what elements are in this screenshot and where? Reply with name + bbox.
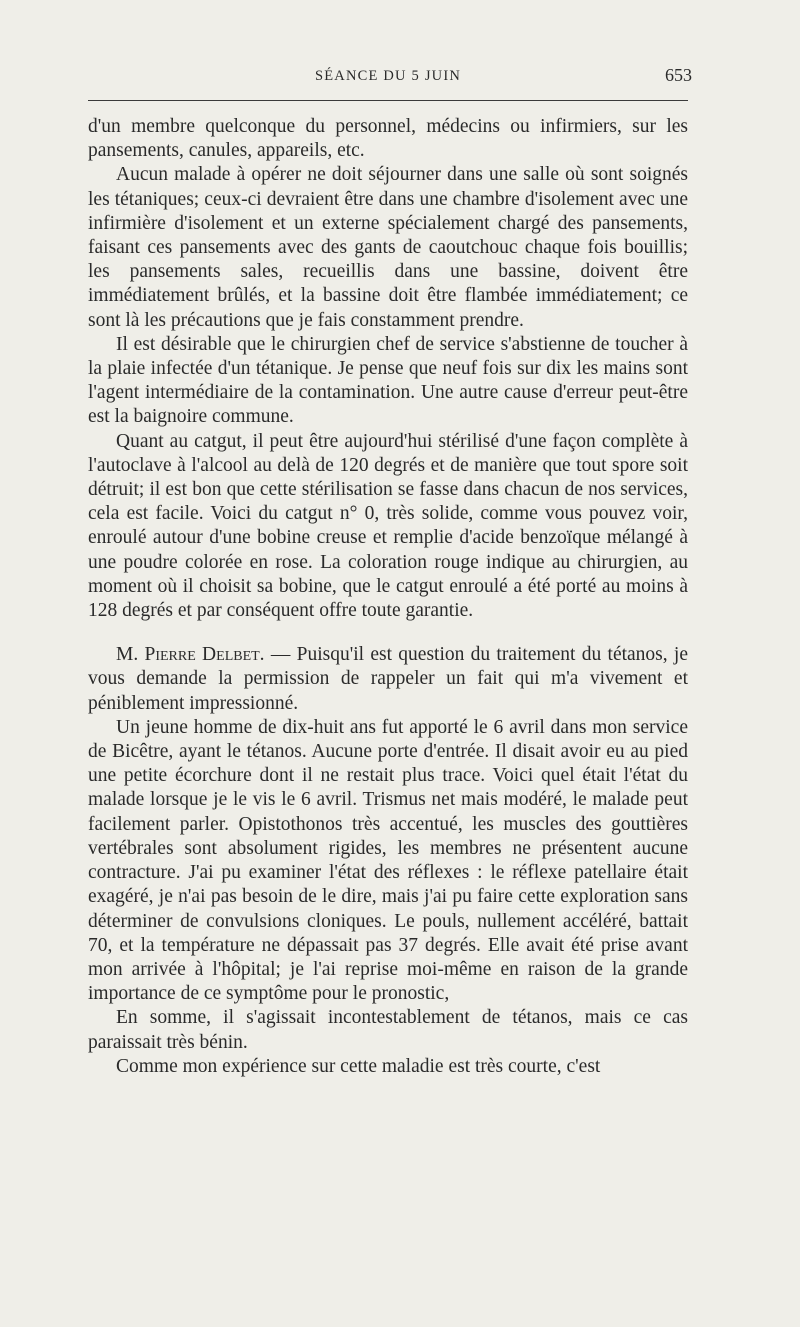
speaker-text: — Puisqu'il est question du traitement du tétanos, je vous demande la permission de rappeler un fait qui m'a vivement et péniblement impressionné. <box>88 644 688 714</box>
body-text <box>88 115 688 1079</box>
paragraph: Il est désirable que le chirurgien chef de service s'abstienne de toucher à la plaie infectée d'un tétanique. Je pense que neuf fois sur dix les mains sont l'agent intermédiaire de la contamination. Une autre cause d'erreur peut-être est la baignoire commune. <box>88 333 688 428</box>
paragraph: Comme mon expérience sur cette maladie est très courte, c'est <box>116 1055 601 1077</box>
speaker-name: M. Pierre Delbet. <box>116 644 265 666</box>
paragraph: Quant au catgut, il peut être aujourd'hui stérilisé d'une façon complète à l'autoclave à l'alcool au delà de 120 degrés et de manière que tout spore soit détruit; il est bon que cette stérilisation se fasse dans chacun de nos services, cela est facile. Voici du catgut n° 0, très solide, comme vous pouvez voir, enroulé autour d'une bobine creuse et remplie d'acide benzoïque mélangé à une poudre colorée en rose. La coloration rouge indique au chirurgien, au moment où il choisit sa bobine, que le catgut enroulé a été porté au moins à 128 degrés et par conséquent offre toute garantie. <box>88 430 688 622</box>
paragraph: d'un membre quelconque du personnel, médecins ou infirmiers, sur les pansements, canules, appareils, etc. <box>88 116 688 162</box>
paragraph: Aucun malade à opérer ne doit séjourner dans une salle où sont soignés les tétaniques; ceux-ci devraient être dans une chambre d'isolement avec une infirmière d'isolement et un externe spécialement chargé des pansements, faisant ces pansements avec des gants de caoutchouc chaque fois bouillis; les pansements sales, recueillis dans une bassine, doivent être immédiatement brûlés, et la bassine doit être flambée immédiatement; ce sont là les précautions que je fais constamment prendre. <box>88 164 688 331</box>
paragraph: En somme, il s'agissait incontestablement de tétanos, mais ce cas paraissait très bénin. <box>88 1007 688 1053</box>
page-header <box>88 62 692 90</box>
page <box>88 62 692 1079</box>
header-rule <box>88 100 688 101</box>
page-number: 653 <box>665 65 692 85</box>
speaker-paragraph <box>88 643 688 716</box>
running-head: SÉANCE DU 5 JUIN <box>314 68 462 84</box>
paragraph: Un jeune homme de dix-huit ans fut apporté le 6 avril dans mon service de Bicêtre, ayant le tétanos. Aucune porte d'entrée. Il disait avoir eu au pied une petite écorchure dont il ne restait plus trace. Voici quel était l'état du malade lorsque je le vis le 6 avril. Trismus net mais modéré, le malade peut facilement parler. Opistothonos très accentué, les muscles des gouttières vertébrales sont absolument rigides, les membres ne présentent aucune contracture. J'ai pu examiner l'état des réflexes : le réflexe patellaire était exagéré, je n'ai pas besoin de le dire, mais j'ai pu faire cette exploration sans déterminer de convulsions cloniques. Le pouls, nullement accéléré, battait 70, et la température ne dépassait pas 37 degrés. Elle avait été prise avant mon arrivée à l'hôpital; je l'ai reprise moi-même en raison de la grande importance de ce symptôme pour le pronostic, <box>88 716 688 1005</box>
section-gap <box>88 623 688 643</box>
